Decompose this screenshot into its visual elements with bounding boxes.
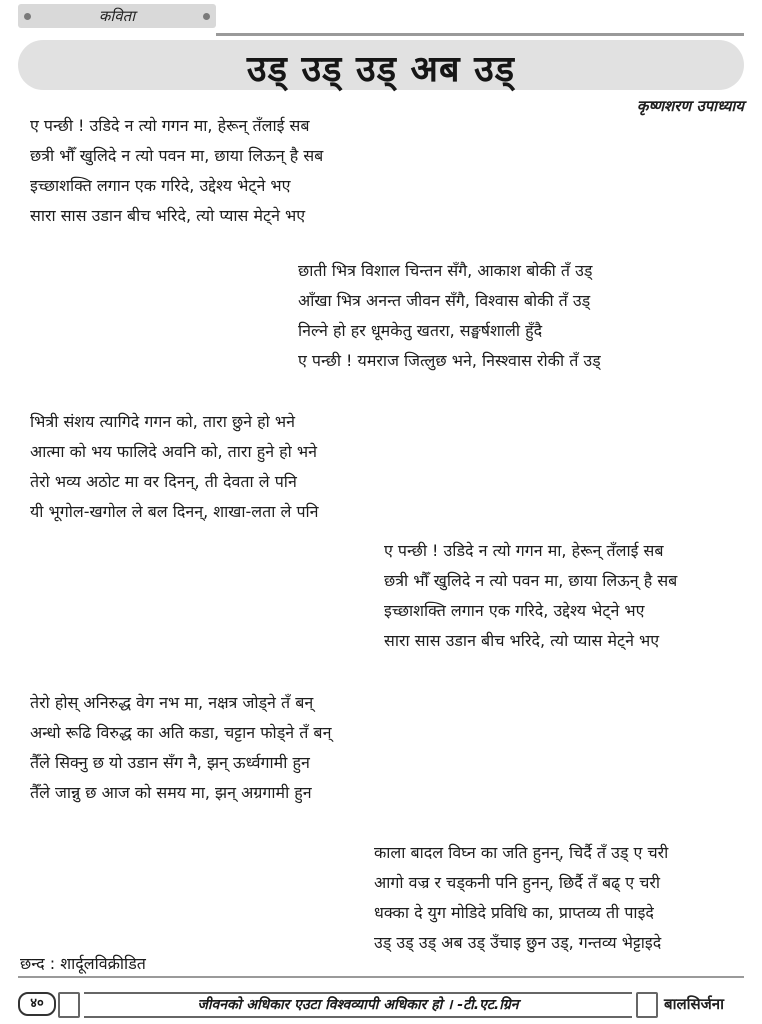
poem-line: आँखा भित्र अनन्त जीवन सँगै, विश्वास बोकी तँ उड्	[298, 291, 591, 310]
poem-line: छत्री भौँ खुलिदे न त्यो पवन मा, छाया लिऊन् है सब	[30, 146, 324, 165]
poem-line: तैँले सिक्नु छ यो उडान सँग नै, झन् ऊर्ध्वगामी हुन	[30, 753, 310, 772]
poem-line: तेरो भव्य अठोट मा वर दिनन्, ती देवता ले पनि	[30, 472, 297, 491]
poem-line: आगो वज्र र चड्कनी पनि हुनन्, छिर्दै तँ बढ् ए चरी	[374, 873, 661, 892]
title-bar	[18, 40, 744, 90]
poem-line: छाती भित्र विशाल चिन्तन सँगै, आकाश बोकी तँ उड्	[298, 261, 593, 280]
stanza-6	[374, 838, 668, 958]
poem-line: अन्धो रूढि विरुद्ध का अति कडा, चट्टान फोड्ने तँ बन्	[30, 723, 332, 742]
footer-rule	[18, 976, 744, 978]
magazine-name: बालसिर्जना	[664, 995, 724, 1013]
section-tab	[18, 4, 216, 28]
poem-line: उड् उड् उड् अब उड् उँचाइ छुन उड्, गन्तव्य भेट्टाइदे	[374, 933, 662, 952]
poem-line: धक्का दे युग मोडिदे प्रविधि का, प्राप्तव्य ती पाइदे	[374, 903, 654, 922]
stanza-2	[298, 256, 601, 376]
meter-note: छन्द : शार्दूलविक्रीडित	[20, 954, 146, 973]
stanza-5	[30, 688, 331, 808]
poem-line: आत्मा को भय फालिदे अवनि को, तारा हुने हो भने	[30, 442, 318, 461]
poem-line: सारा सास उडान बीच भरिदे, त्यो प्यास मेट्ने भए	[30, 206, 306, 225]
poem-line: इच्छाशक्ति लगान एक गरिदे, उद्देश्य भेट्ने भए	[384, 601, 645, 620]
stanza-4	[384, 536, 677, 656]
ornament-left-icon	[58, 992, 80, 1018]
poem-line: तैँले जान्नु छ आज को समय मा, झन् अग्रगामी हुन	[30, 783, 312, 802]
poem-line: इच्छाशक्ति लगान एक गरिदे, उद्देश्य भेट्ने भए	[30, 176, 291, 195]
stanza-1	[30, 111, 323, 231]
poem-line: भित्री संशय त्यागिदे गगन को, तारा छुने हो भने	[30, 412, 295, 431]
poem-line: ए पन्छी ! यमराज जित्लुछ भने, निस्श्वास रोकी तँ उड्	[298, 351, 601, 370]
footer-quote: जीवनको अधिकार एउटा विश्वव्यापी अधिकार हो । -टी.एट.ग्रिन	[84, 992, 632, 1018]
poem-author: कृष्णशरण उपाध्याय	[636, 97, 744, 115]
poem-line: निल्ने हो हर धूमकेतु खतरा, सङ्घर्षशाली हुँदै	[298, 321, 543, 340]
poem-line: छत्री भौँ खुलिदे न त्यो पवन मा, छाया लिऊन् है सब	[384, 571, 678, 590]
poem-line: तेरो होस् अनिरुद्ध वेग नभ मा, नक्षत्र जोड्ने तँ बन्	[30, 693, 314, 712]
poem-line: ए पन्छी ! उडिदे न त्यो गगन मा, हेरून् तँलाई सब	[384, 541, 664, 560]
ornament-right-icon	[636, 992, 658, 1018]
page-number: ४०	[18, 992, 56, 1016]
tab-dot-right-icon	[203, 13, 210, 20]
top-rule	[216, 33, 744, 36]
stanza-3	[30, 407, 319, 527]
poem-line: काला बादल विघ्न का जति हुनन्, चिर्दै तँ उड् ए चरी	[374, 843, 669, 862]
poem-line: यी भूगोल-खगोल ले बल दिनन्, शाखा-लता ले पनि	[30, 502, 319, 521]
poem-line: सारा सास उडान बीच भरिदे, त्यो प्यास मेट्ने भए	[384, 631, 660, 650]
section-label: कविता	[98, 7, 136, 25]
poem-line: ए पन्छी ! उडिदे न त्यो गगन मा, हेरून् तँलाई सब	[30, 116, 310, 135]
poem-title: उड् उड् उड् अब उड्	[246, 49, 516, 90]
